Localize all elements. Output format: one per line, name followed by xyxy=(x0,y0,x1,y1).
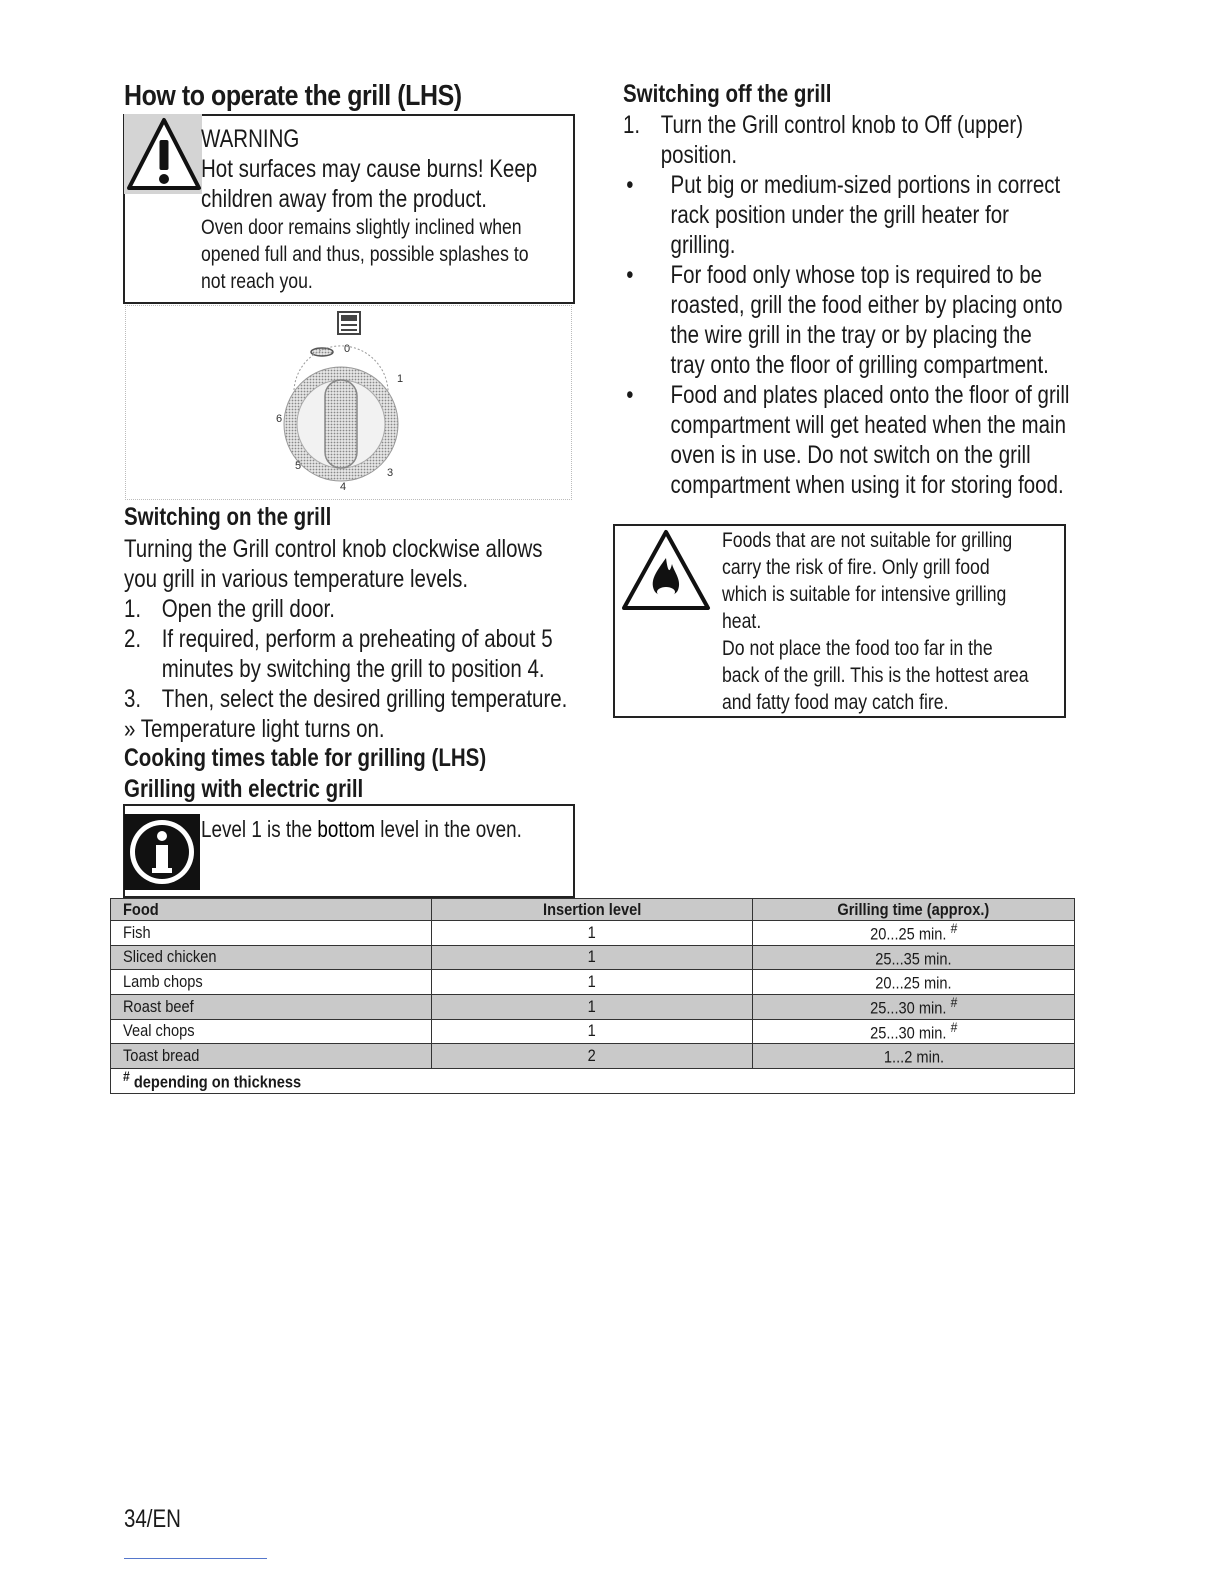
table-footnote-row xyxy=(111,1068,1075,1093)
table-row xyxy=(111,921,1075,946)
fire-warning-line: Do not place the food too far in the xyxy=(722,637,993,660)
cell-level: 1 xyxy=(432,1019,753,1044)
cell-food: Fish xyxy=(111,921,432,946)
temperature-light-icon xyxy=(311,348,333,356)
fire-warning-icon xyxy=(620,528,712,612)
intro-line: Turning the Grill control knob clockwise allows xyxy=(124,535,543,563)
grilling-heading: Grilling with electric grill xyxy=(124,775,364,803)
cell-time: 25...30 min. # xyxy=(753,1019,1075,1044)
table-row xyxy=(111,1044,1075,1069)
warning-small-line: not reach you. xyxy=(201,270,313,293)
info-text: Level 1 is the bottom level in the oven. xyxy=(201,816,522,842)
cell-time: 25...30 min. # xyxy=(753,994,1075,1019)
switching-on-heading: Switching on the grill xyxy=(124,503,332,531)
cell-time: 20...25 min. xyxy=(753,970,1075,995)
header-grilling-time: Grilling time (approx.) xyxy=(753,899,1075,921)
cell-time: 1...2 min. xyxy=(753,1044,1075,1069)
step-text: If required, perform a preheating of about 5 xyxy=(161,625,553,653)
step-number: 3. xyxy=(124,685,142,713)
cell-food: Roast beef xyxy=(111,994,432,1019)
cell-time: 25...35 min. xyxy=(753,945,1075,970)
header-food: Food xyxy=(111,899,432,921)
fire-warning-line: heat. xyxy=(722,610,762,633)
cell-food: Veal chops xyxy=(111,1019,432,1044)
warning-line: Hot surfaces may cause burns! Keep xyxy=(201,155,538,183)
knob-label: 6 xyxy=(276,413,283,425)
step-text: minutes by switching the grill to position 4. xyxy=(161,655,545,683)
result-line: » Temperature light turns on. xyxy=(124,715,385,743)
knob-label: 3 xyxy=(387,467,394,479)
step-item xyxy=(124,684,583,714)
info-icon xyxy=(124,814,200,890)
cell-food: Sliced chicken xyxy=(111,945,432,970)
fire-warning-line: Foods that are not suitable for grilling xyxy=(722,529,1013,552)
step-item xyxy=(124,594,583,624)
cell-level: 1 xyxy=(432,945,753,970)
step-number: 1. xyxy=(124,595,142,623)
page-number: 34/EN xyxy=(124,1505,181,1533)
warning-line: children away from the product. xyxy=(201,185,488,213)
bullet-item: • Put big or medium-sized portions in correct rack position under the grill heater for grilling. xyxy=(626,171,1061,259)
fire-warning-line: back of the grill. This is the hottest area xyxy=(722,664,1029,687)
intro-line: you grill in various temperature levels. xyxy=(124,565,469,593)
fire-warning-line: which is suitable for intensive grilling xyxy=(722,583,1007,606)
cell-time: 20...25 min. # xyxy=(753,921,1075,946)
cell-food: Toast bread xyxy=(111,1044,432,1069)
switching-off-heading: Switching off the grill xyxy=(623,80,832,108)
table-row xyxy=(111,970,1075,995)
table-row xyxy=(111,1019,1075,1044)
fire-warning-line: carry the risk of fire. Only grill food xyxy=(722,556,990,579)
grill-symbol-icon xyxy=(338,312,360,334)
knob-label: 5 xyxy=(295,460,302,472)
cooking-times-table xyxy=(110,898,1075,1094)
fire-warning-line: and fatty food may catch fire. xyxy=(722,691,949,714)
warning-small-line: Oven door remains slightly inclined when xyxy=(201,216,522,239)
bullet-item: • For food only whose top is required to be roasted, grill the food either by placing onto the wire grill in the tray or by placing the tray onto the floor of grilling compartment. xyxy=(626,261,1063,379)
table-footnote: # depending on thickness xyxy=(111,1068,1075,1093)
knob-label: 0 xyxy=(344,343,351,355)
cell-level: 1 xyxy=(432,994,753,1019)
table-row xyxy=(111,945,1075,970)
bullet-item: • Food and plates placed onto the floor of grill compartment will get heated when the main oven is in use. Do not switch on the grill compartment when using it for storing food. xyxy=(626,381,1070,499)
step-number: 2. xyxy=(124,625,142,653)
step-item xyxy=(623,110,1090,170)
header-insertion-level: Insertion level xyxy=(432,899,753,921)
step-item xyxy=(124,624,583,684)
cell-level: 2 xyxy=(432,1044,753,1069)
step-text: position. xyxy=(660,141,738,169)
warning-small-line: opened full and thus, possible splashes to xyxy=(201,243,529,266)
step-text: Turn the Grill control knob to Off (upper) xyxy=(660,111,1024,139)
knob-label: 4 xyxy=(340,481,347,493)
info-emphasis: bottom xyxy=(317,816,376,842)
step-number: 1. xyxy=(623,111,641,139)
step-text: Open the grill door. xyxy=(161,595,335,623)
cell-food: Lamb chops xyxy=(111,970,432,995)
warning-heading: WARNING xyxy=(201,125,300,153)
step-text: Then, select the desired grilling temperature. xyxy=(161,685,568,713)
grill-knob-illustration xyxy=(125,305,572,500)
footer-rule xyxy=(124,1558,267,1559)
table-row xyxy=(111,994,1075,1019)
knob-label: 1 xyxy=(397,373,404,385)
page-title: How to operate the grill (LHS) xyxy=(124,80,462,112)
cell-level: 1 xyxy=(432,970,753,995)
warning-icon xyxy=(124,114,202,194)
cell-level: 1 xyxy=(432,921,753,946)
table-header-row xyxy=(111,899,1075,921)
cooking-times-heading: Cooking times table for grilling (LHS) xyxy=(124,744,487,772)
